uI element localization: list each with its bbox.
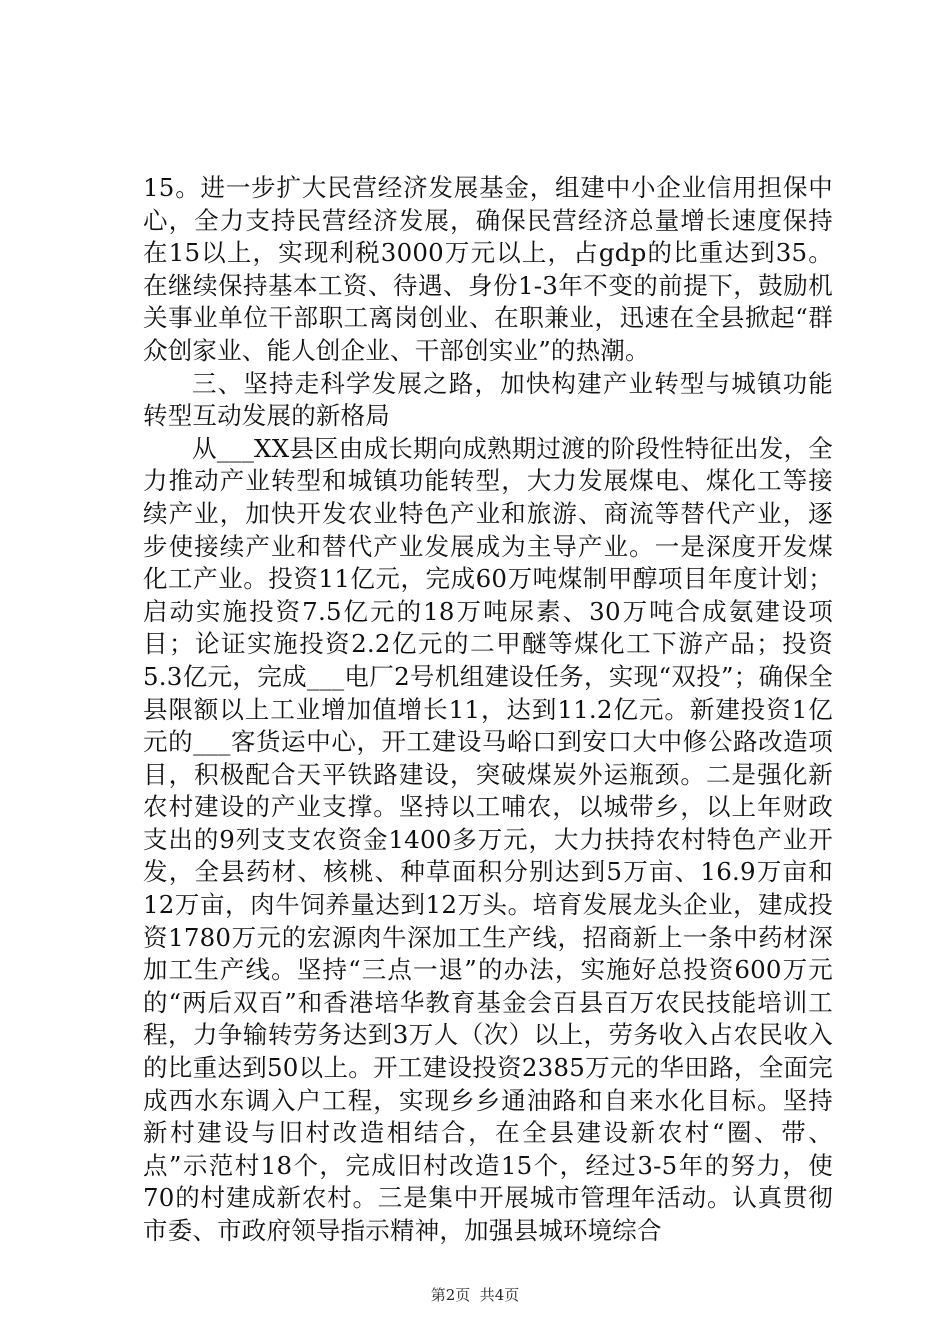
- document-body: [143, 172, 833, 1248]
- section-heading: 三、坚持走科学发展之路，加快构建产业转型与城镇功能转型互动发展的新格局: [143, 368, 833, 431]
- paragraph-3: 从___XX县区由成长期向成熟期过渡的阶段性特征出发，全力推动产业转型和城镇功能转型，大力发展煤电、煤化工等接续产业，加快开发农业特色产业和旅游、商流等替代产业，逐步使接续产业和替代产业发展成为主导产业。一是深度开发煤化工产业。投资11亿元，完成60万吨煤制甲醇项目年度计划；启动实施投资7.5亿元的18万吨尿素、30万吨合成氨建设项目；论证实施投资2.2亿元的二甲醚等煤化工下游产品；投资5.3亿元，完成___电厂2号机组建设任务，实现“双投”；确保全县限额以上工业增加值增长11，达到11.2亿元。新建投资1亿元的___客货运中心，开工建设马峪口到安口大中修公路改造项目，积极配合天平铁路建设，突破煤炭外运瓶颈。二是强化新农村建设的产业支撑。坚持以工哺农，以城带乡，以上年财政支出的9列支支农资金1400多万元，大力扶持农村特色产业开发，全县药材、核桃、种草面积分别达到5万亩、16.9万亩和12万亩，肉牛饲养量达到12万头。培育发展龙头企业，建成投资1780万元的宏源肉牛深加工生产线，招商新上一条中药材深加工生产线。坚持“三点一退”的办法，实施好总投资600万元的“两后双百”和香港培华教育基金会百县百万农民技能培训工程，力争输转劳务达到3万人（次）以上，劳务收入占农民收入的比重达到50以上。开工建设投资2385万元的华田路，全面完成西水东调入户工程，实现乡乡通油路和自来水化目标。坚持新村建设与旧村改造相结合，在全县建设新农村“圈、带、点”示范村18个，完成旧村改造15个，经过3-5年的努力，使70的村建成新农村。三是集中开展城市管理年活动。认真贯彻市委、市政府领导指示精神，加强县城环境综合: [143, 433, 833, 1245]
- page-footer: 第2页 共4页: [430, 1286, 520, 1304]
- paragraph-1: 15。进一步扩大民营经济发展基金，组建中小企业信用担保中心，全力支持民营经济发展，确保民营经济总量增长速度保持在15以上，实现利税3000万元以上，占gdp的比重达到35。在继续保持基本工资、待遇、身份1-3年不变的前提下，鼓励机关事业单位干部职工离岗创业、在职兼业，迅速在全县掀起“群众创家业、能人创企业、干部创实业”的热潮。: [143, 173, 833, 365]
